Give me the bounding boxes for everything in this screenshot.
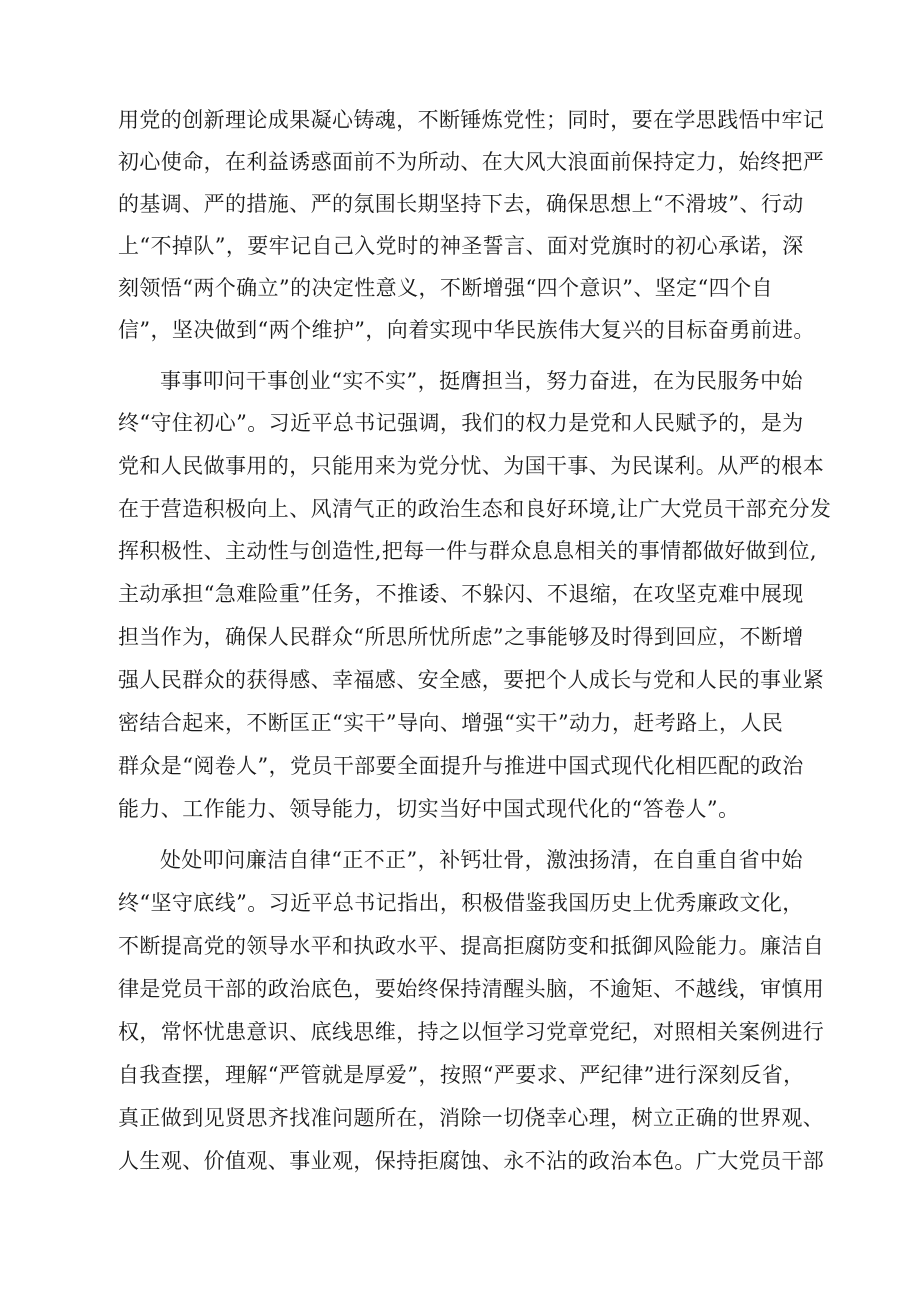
text-line: 真正做到见贤思齐找准问题所在，消除一切侥幸心理，树立正确的世界观、 [118, 1106, 825, 1130]
text-line: 强人民群众的获得感、幸福感、安全感，要把个人成长与党和人民的事业紧 [118, 668, 825, 692]
text-line: 律是党员干部的政治底色，要始终保持清醒头脑，不逾矩、不越线，审慎用 [118, 977, 825, 1001]
text-line: 刻领悟“两个确立”的决定性意义，不断增强“四个意识”、坚定“四个自 [118, 276, 773, 300]
text-line: 不断提高党的领导水平和执政水平、提高拒腐防变和抵御风险能力。廉洁自 [118, 934, 825, 958]
text-line: 人生观、价值观、事业观，保持拒腐蚀、永不沾的政治本色。广大党员干部 [118, 1149, 825, 1173]
text-line: 上“不掉队”，要牢记自己入党时的神圣誓言、面对党旗时的初心承诺，深 [118, 234, 804, 258]
text-line: 终“坚守底线”。习近平总书记指出，积极借鉴我国历史上优秀廉政文化， [118, 891, 804, 915]
text-line: 自我查摆，理解“严管就是厚爱”，按照“严要求、严纪律”进行深刻反省， [118, 1063, 805, 1087]
text-line: 能力、工作能力、领导能力，切实当好中国式现代化的“答卷人”。 [118, 797, 740, 821]
text-line: 党和人民做事用的，只能用来为党分忧、为国干事、为民谋利。从严的根本 [118, 454, 825, 478]
text-line: 主动承担“急难险重”任务，不推诿、不躲闪、不退缩，在攻坚克难中展现 [118, 582, 804, 606]
text-line: 在于营造积极向上、风清气正的政治生态和良好环境,让广大党员干部充分发 [118, 497, 832, 521]
text-line: 群众是“阅卷人”，党员干部要全面提升与推进中国式现代化相匹配的政治 [118, 754, 804, 778]
text-line: 处处叩问廉洁自律“正不正”，补钙壮骨，激浊扬清，在自重自省中始 [160, 848, 803, 872]
text-line: 权，常怀忧患意识、底线思维，持之以恒学习党章党纪，对照相关案例进行 [118, 1020, 825, 1044]
text-line: 用党的创新理论成果凝心铸魂，不断锤炼党性；同时，要在学思践悟中牢记 [118, 108, 825, 132]
text-line: 终“守住初心”。习近平总书记强调，我们的权力是党和人民赋予的，是为 [118, 411, 804, 435]
text-line: 挥积极性、主动性与创造性,把每一件与群众息息相关的事情都做好做到位, [118, 539, 817, 563]
text-line: 初心使命，在利益诱惑面前不为所动、在大风大浪面前保持定力，始终把严 [118, 150, 825, 174]
text-line: 事事叩问干事创业“实不实”，挺膺担当，努力奋进，在为民服务中始 [160, 369, 803, 393]
text-line: 密结合起来，不断匡正“实干”导向、增强“实干”动力，赶考路上，人民 [118, 711, 784, 735]
text-line: 的基调、严的措施、严的氛围长期坚持下去，确保思想上“不滑坡”、行动 [118, 192, 804, 216]
text-line: 担当作为，确保人民群众“所思所忧所虑”之事能够及时得到回应，不断增 [118, 625, 804, 649]
text-line: 信”，坚决做到“两个维护”，向着实现中华民族伟大复兴的目标奋勇前进。 [118, 318, 815, 342]
